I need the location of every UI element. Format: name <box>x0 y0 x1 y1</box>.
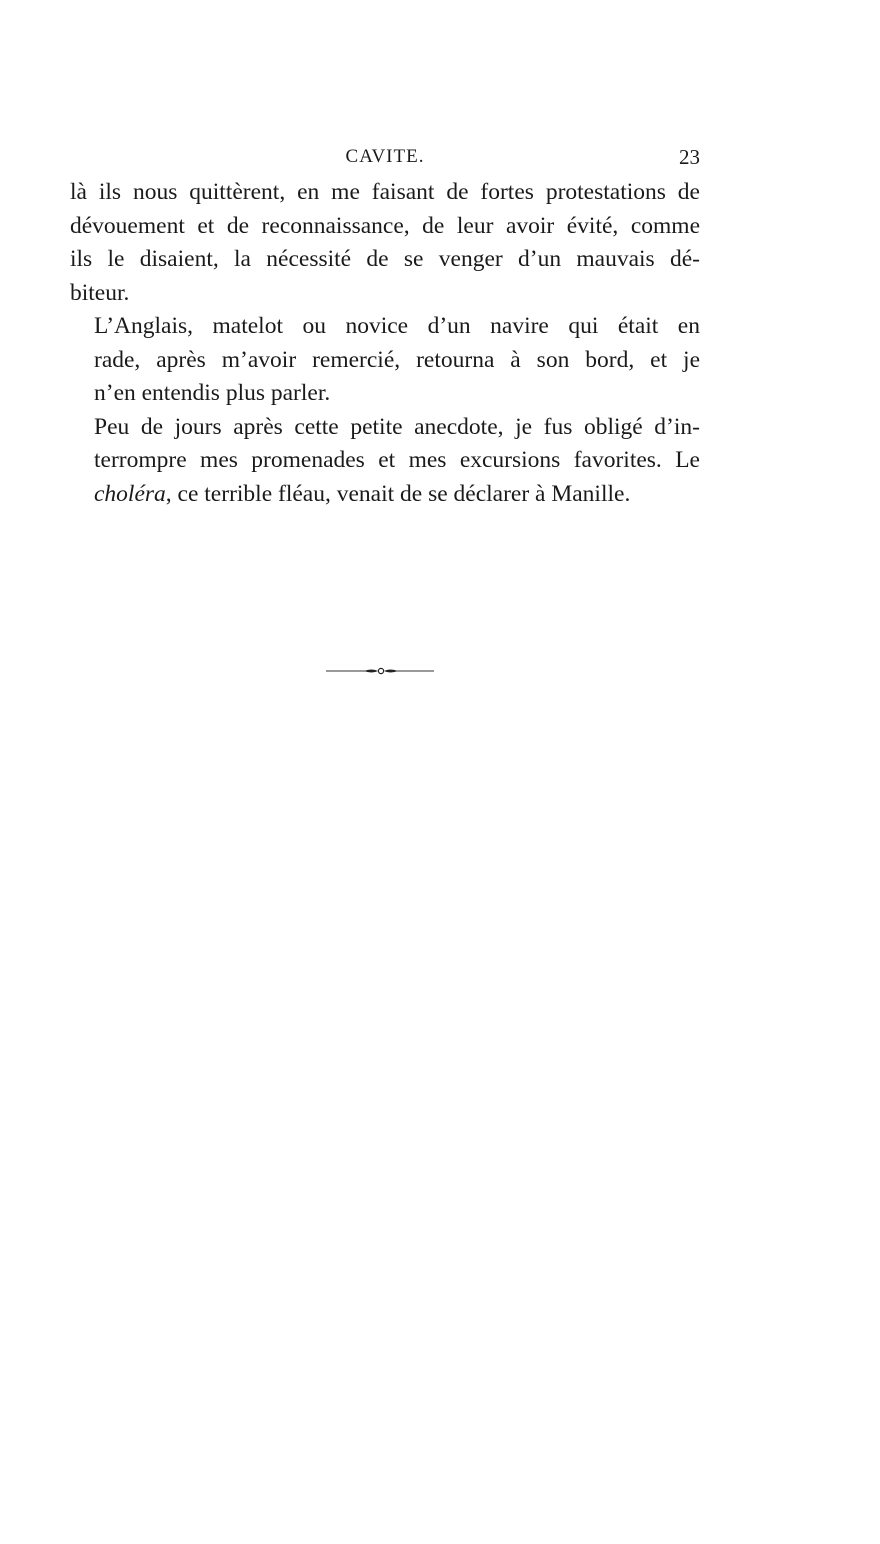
paragraph-1 <box>70 176 700 310</box>
text-line: Peu de jours après cette petite anecdote, je fus obligé d’in- <box>94 413 700 440</box>
paragraph-2 <box>70 310 700 411</box>
text-line: dévouement et de reconnaissance, de leur avoir évité, comme <box>70 212 700 239</box>
end-ornament-icon <box>326 664 434 678</box>
page-number: 23 <box>679 145 700 169</box>
running-header <box>70 142 700 172</box>
text-line: rade, après m’avoir remercié, retourna à son bord, et je <box>94 346 700 373</box>
text-line: ils le disaient, la nécessité de se venger d’un mauvais dé- <box>70 246 700 272</box>
text-line: terrompre mes promenades et mes excursions favorites. Le <box>94 447 700 473</box>
paragraph-3 <box>70 411 700 512</box>
body-text <box>70 176 700 511</box>
text-segment: , ce terrible fléau, venait de se déclarer à Manille. <box>165 480 631 507</box>
text-line: là ils nous quittèrent, en me faisant de fortes protestations de <box>70 179 700 205</box>
text-line: n’en entendis plus parler. <box>94 380 331 406</box>
text-line: biteur. <box>70 279 130 306</box>
text-line: L’Anglais, matelot ou novice d’un navire qui était en <box>94 313 700 339</box>
italic-word: choléra <box>94 480 166 507</box>
running-title: CAVITE. <box>345 146 425 167</box>
text-line <box>70 478 700 512</box>
